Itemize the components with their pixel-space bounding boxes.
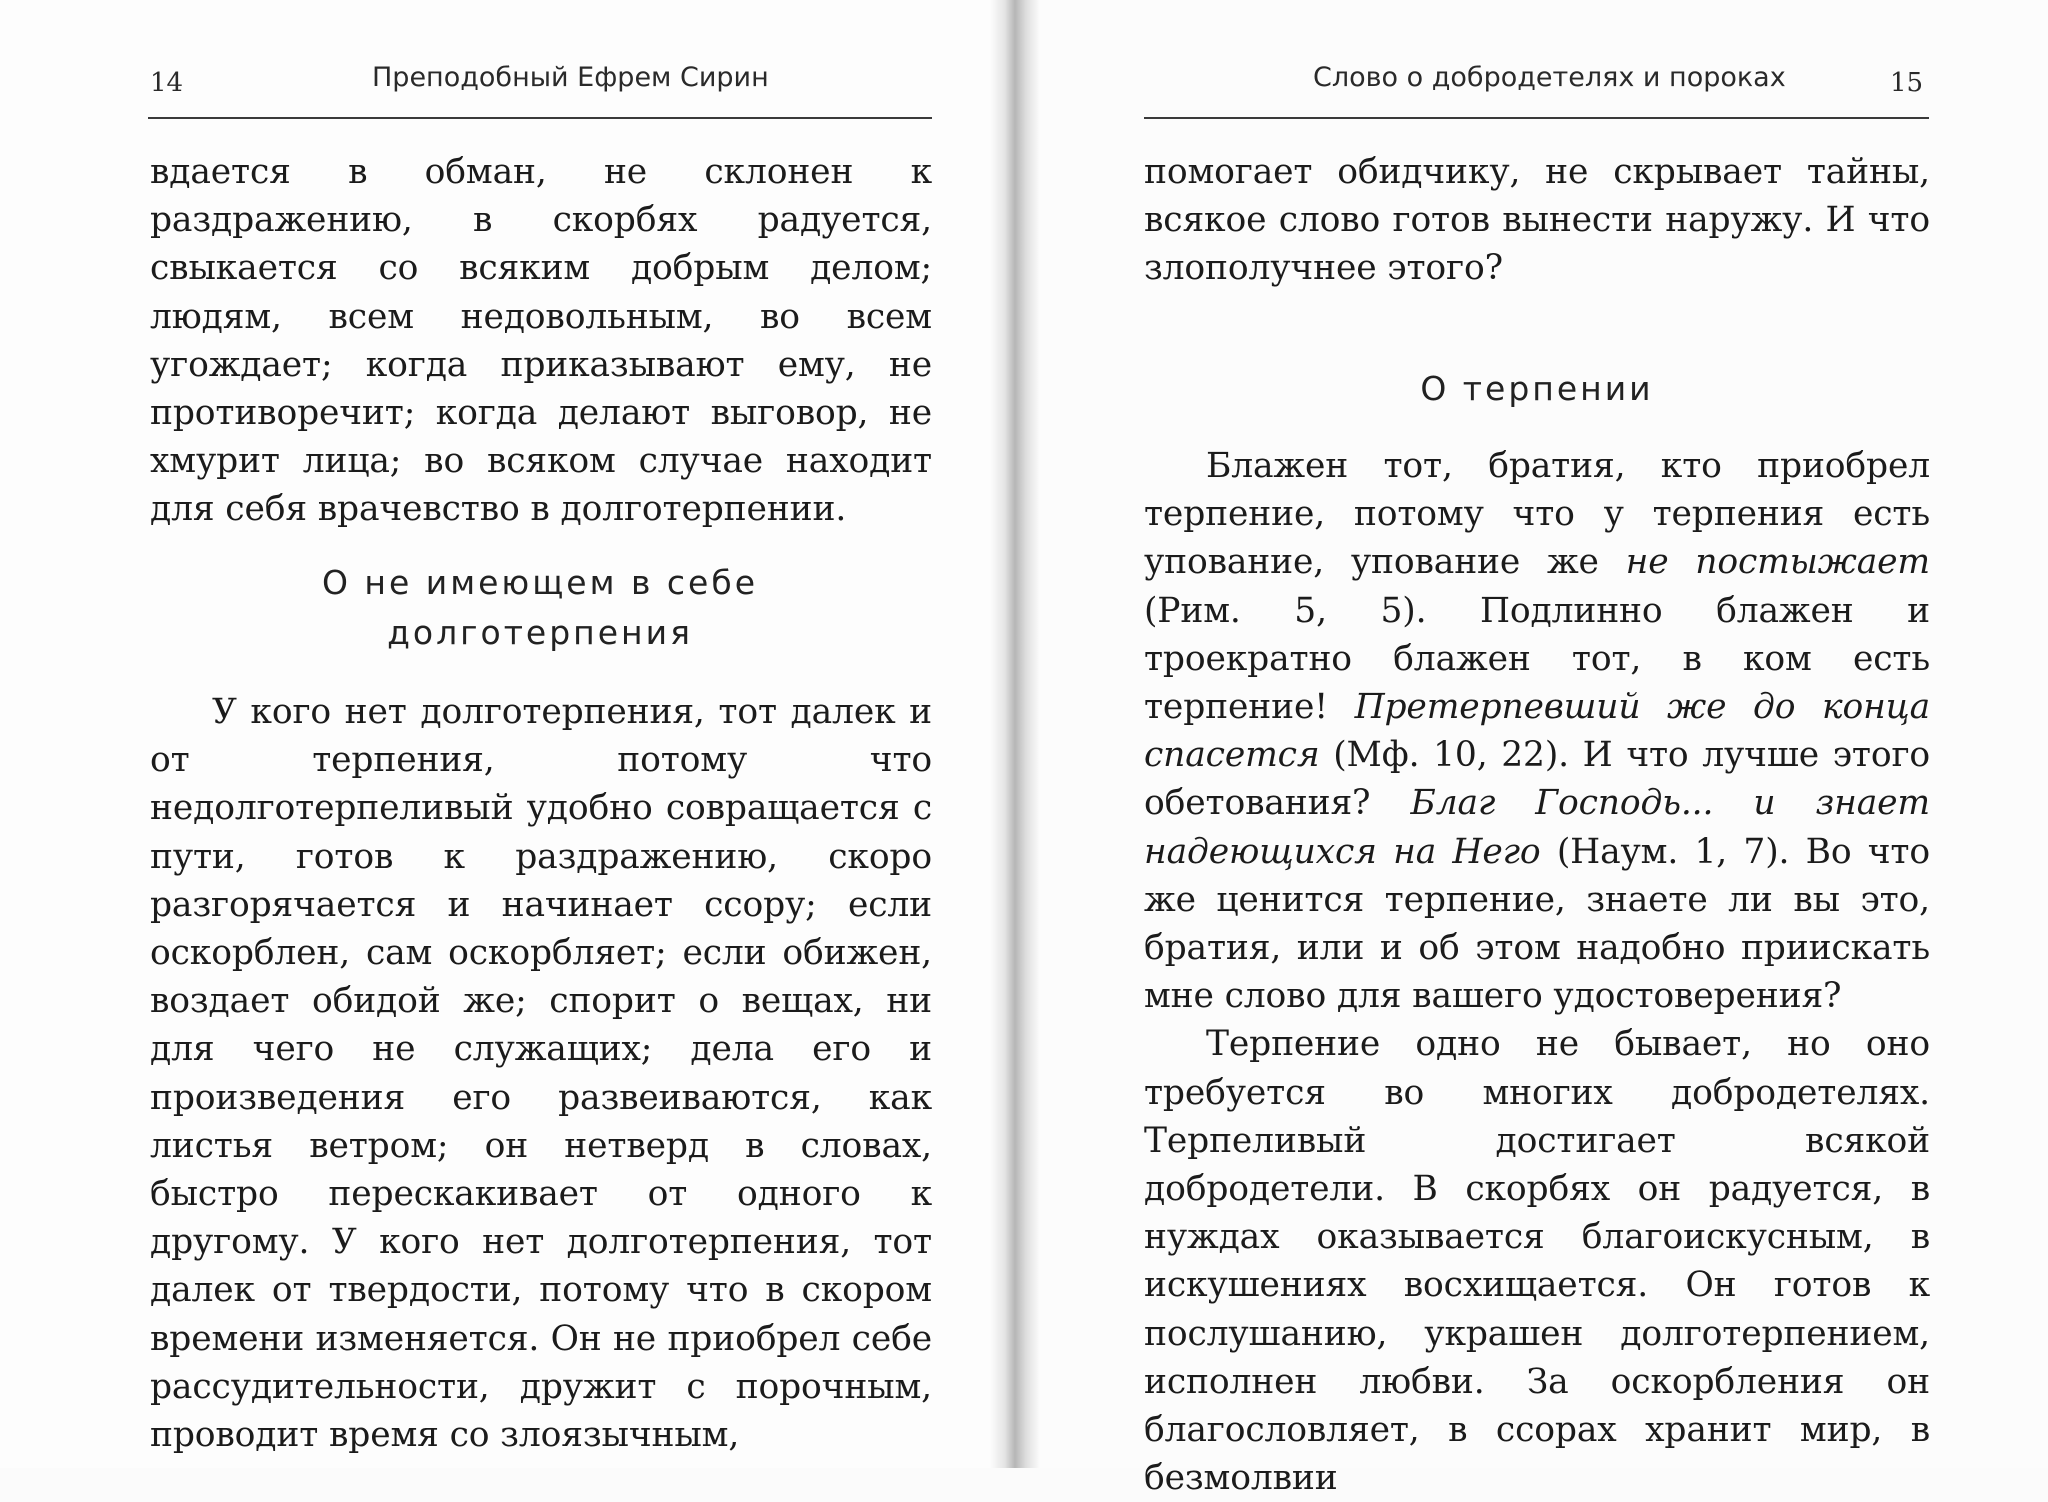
header-rule-right — [1144, 117, 1929, 119]
section-title-line-2: долготерпения — [387, 613, 693, 652]
paragraph-text: помогает обидчику, не скрывает тайны, всякое слово готов вынести наружу. И что злополучнее этого? — [1144, 152, 1930, 289]
book-spine-shadow — [990, 0, 1040, 1468]
running-head-left: Преподобный Ефрем Сирин — [372, 62, 769, 93]
paragraph-text: вдается в обман, не склонен к раздражению, в скорбях радуется, свыкается со всяким добрым делом; людям, всем недовольным, во всем угождает; когда приказывают ему, не противоречит; когда делают выговор, не хмурит лица; во всяком случае находит для себя врачевство в долготерпении. — [150, 152, 932, 530]
right-paragraph-2 — [1144, 442, 1930, 1502]
text-run: (Рим. 5, 5). Подлинно блажен и троекратно блажен тот, в ком есть терпение! — [1144, 590, 1930, 728]
paragraph-text: Терпение одно не бывает, но оно требуется во многих добродетелях. Терпеливый достигает всякой добродетели. В скорбях он радуется, в нуждах оказывается благоискусным, в искушениях восхищается. Он готов к послушанию, украшен долготерпением, исполнен любви. За оскорбления он благословляет, в ссорах хранит мир, в безмолвии — [1144, 1024, 1930, 1499]
header-rule-left — [148, 117, 932, 119]
paragraph-text — [1144, 442, 1930, 1020]
running-head-right: Слово о добродетелях и пороках — [1313, 62, 1786, 93]
right-page — [1006, 0, 2048, 1499]
page-number-left: 14 — [150, 68, 184, 98]
scripture-quote: Претерпевший же до конца спасется — [1144, 687, 1930, 776]
left-paragraph-2 — [150, 688, 932, 1459]
right-paragraph-1 — [1144, 148, 1930, 293]
left-page — [0, 0, 1006, 1468]
left-paragraph-1 — [150, 148, 932, 534]
text-run: (Мф. 10, 22). И что лучше этого обетования? — [1144, 735, 1930, 824]
section-title-no-longsuffering — [148, 558, 932, 658]
page-number-right: 15 — [1890, 68, 1924, 98]
paragraph-text: У кого нет долготерпения, тот далек и от терпения, потому что недолготерпеливый удобно совращается с пути, готов к раздражению, скоро разгорячается и начинает ссору; если оскорблен, сам оскорбляет; если обижен, воздает обидой же; спорит о вещах, ни для чего не служащих; дела его и произведения его развеиваются, как листья ветром; он нетверд в словах, быстро перескакивает от одного к другому. У кого нет долготерпения, тот далек от твердости, потому что в скором времени изменяется. Он не приобрел себе рассудительности, дружит с порочным, проводит время со злоязычным, — [150, 692, 932, 1456]
section-title-line-1: О не имеющем в себе — [321, 563, 759, 602]
scripture-quote: не постыжает — [1625, 542, 1930, 583]
text-run: Блажен тот, братия, кто приобрел терпение, потому что у терпения есть упование, упование же — [1144, 446, 1930, 583]
scripture-quote: Благ Господь... и знает надеющихся на Него — [1144, 783, 1930, 872]
text-run: (Наум. 1, 7). Во что же ценится терпение, знаете ли вы это, братия, или и об этом надобно приискать мне слово для вашего удостоверения? — [1144, 831, 1930, 1017]
section-title-patience: О терпении — [1420, 369, 1654, 408]
